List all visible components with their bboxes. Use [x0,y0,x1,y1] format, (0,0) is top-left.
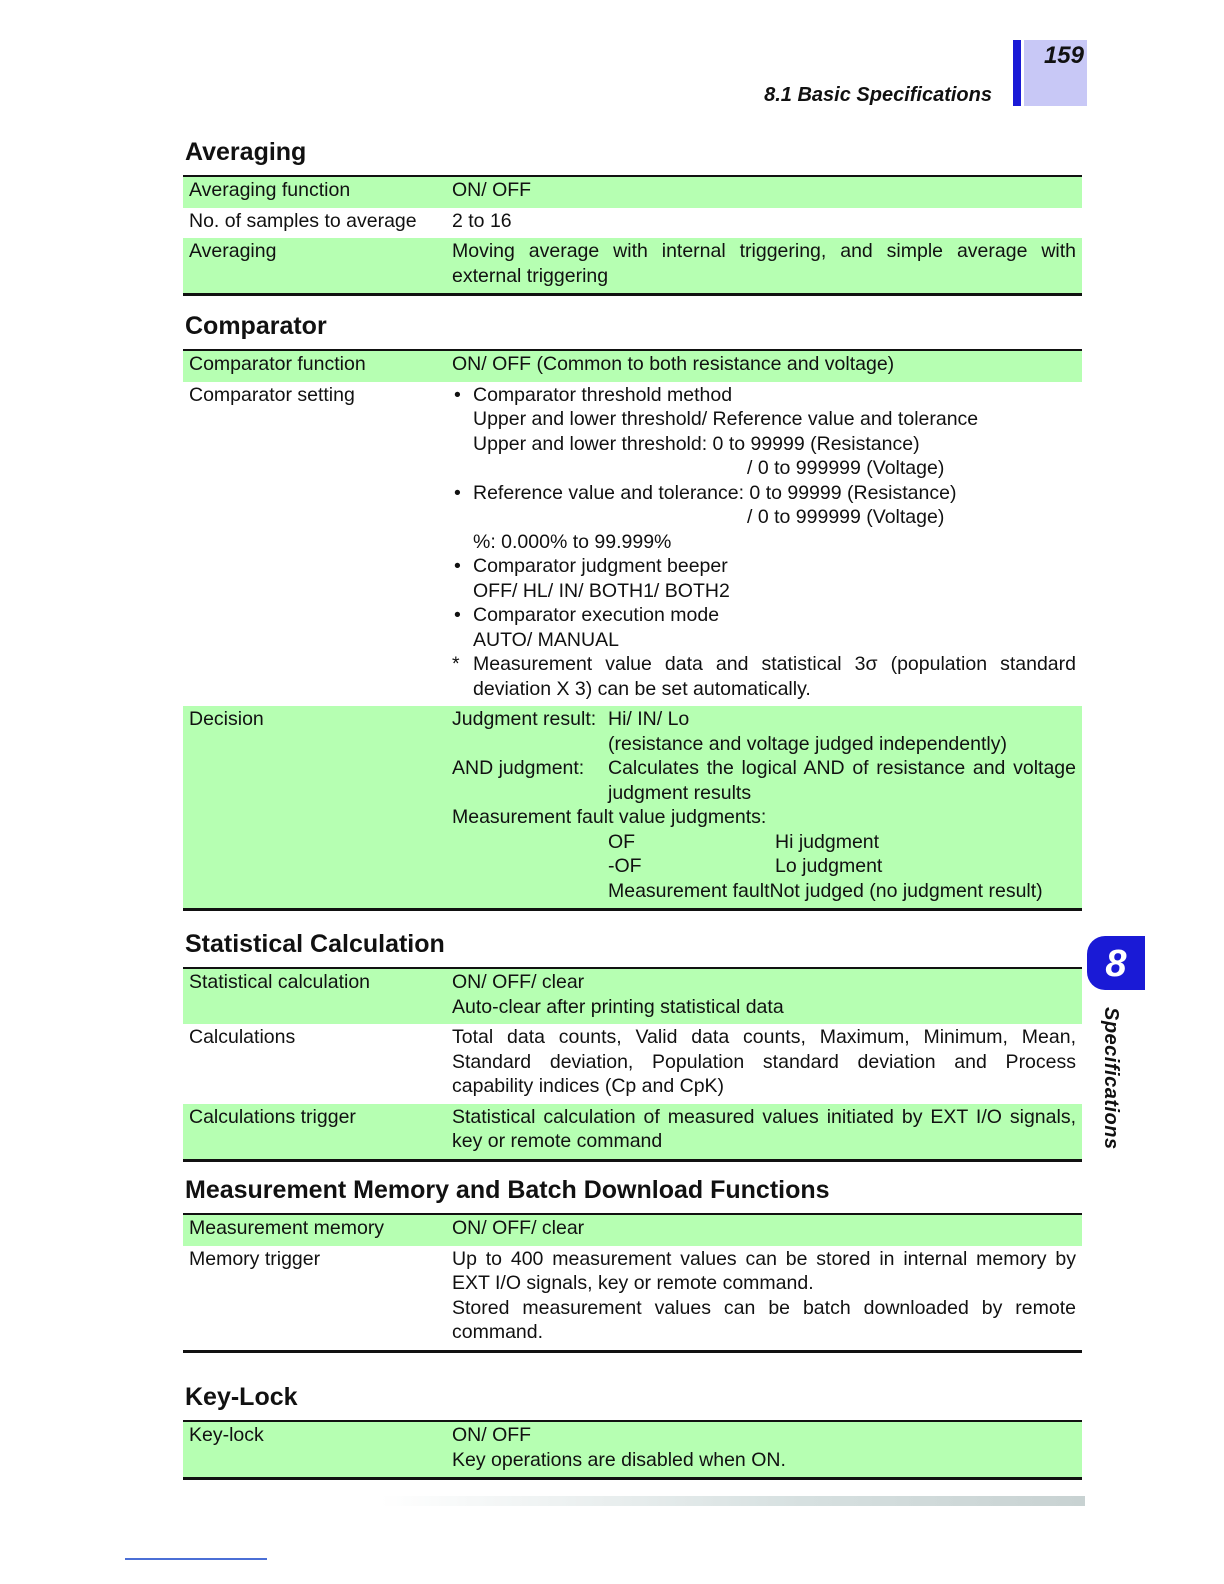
comparator-section [183,311,1082,911]
spec-value-line: Auto-clear after printing statistical data [452,995,784,1018]
spec-value-line: Stored measurement values can be batch downloaded by remote command. [452,1296,1076,1343]
page-tab-bar [1013,40,1021,106]
spec-value-line: Key operations are disabled when ON. [452,1448,786,1471]
table-row [183,1024,1082,1104]
table-row [183,706,1082,910]
spec-key: Comparator function [183,350,446,382]
statistical-heading: Statistical Calculation [185,930,445,958]
spec-value [446,1246,1082,1352]
threshold-range: Upper and lower threshold: 0 to 99999 (Resistance) [473,432,920,455]
reference-range: • Reference value and tolerance: 0 to 99999 (Resistance) [473,481,957,504]
spec-value [446,1421,1082,1479]
list-item [452,383,1076,481]
spec-key: Calculations trigger [183,1104,446,1161]
comparator-table [183,349,1082,911]
exec-options: AUTO/ MANUAL [473,628,619,651]
table-row [183,382,1082,707]
table-row [183,1214,1082,1246]
threshold-options: Upper and lower threshold/ Reference value and tolerance [473,408,979,430]
chapter-label: Specifications [1100,1007,1122,1150]
table-row [183,176,1082,208]
spec-key: Statistical calculation [183,968,446,1024]
fault-result: Not judged (no judgment result) [769,879,1043,902]
table-row [183,238,1082,295]
decision-value [446,706,1082,910]
fault-result: Hi judgment [775,830,880,853]
page-number: 159 [1043,42,1084,69]
spec-key: Measurement memory [183,1214,446,1246]
spec-key: Averaging function [183,176,446,208]
running-head: 8.1 Basic Specifications [764,84,992,106]
beeper-options: OFF/ HL/ IN/ BOTH1/ BOTH2 [473,579,730,602]
spec-key: Calculations [189,1026,296,1048]
fault-line [608,879,1076,904]
spec-value: ON/ OFF (Common to both resistance and voltage) [446,350,1082,382]
fault-heading: Measurement fault value judgments: [452,806,767,828]
spec-key: Comparator setting [189,383,355,406]
memory-heading: Measurement Memory and Batch Download Functions [185,1176,830,1204]
averaging-section [183,137,1082,296]
keylock-section [183,1382,1082,1480]
spec-value: 2 to 16 [452,209,512,232]
percent-range: %: 0.000% to 99.999% [473,530,672,553]
spec-value: ON/ OFF [446,176,1082,208]
spec-value [446,968,1082,1024]
averaging-heading: Averaging [185,138,307,166]
beeper: • Comparator judgment beeper [473,555,728,577]
comparator-setting-value [446,382,1082,707]
threshold-range-voltage: / 0 to 999999 (Voltage) [747,457,945,479]
spec-key: Decision [183,706,446,910]
judgment-result-label: Judgment result: [452,708,597,730]
note-item [452,652,1076,701]
and-judgment-value: Calculates the logical AND of resistance and voltage judgment results [608,757,1076,804]
and-judgment-label: AND judgment: [452,757,585,779]
memory-section [183,1175,1082,1353]
spec-key: Key-lock [183,1421,446,1479]
setting-list [452,383,1076,702]
footer-decoration [380,1496,1085,1506]
reference-range-voltage: / 0 to 999999 (Voltage) [747,506,945,528]
spec-value: ON/ OFF/ clear [446,1214,1082,1246]
averaging-table [183,175,1082,296]
fault-result: Lo judgment [775,855,883,877]
setting-note: Measurement value data and statistical 3σ (population standard deviation X 3) can be set automatically. [473,653,1076,700]
memory-table [183,1213,1082,1353]
statistical-table [183,967,1082,1162]
footer-rule [125,1558,267,1560]
decision-grid [452,707,1076,903]
fault-code: Measurement fault [608,879,770,902]
fault-code: -OF [608,855,642,877]
judgment-result-note: (resistance and voltage judged independently) [608,732,1007,755]
comparator-heading: Comparator [185,312,327,340]
table-row [183,350,1082,382]
table-row [183,1246,1082,1352]
table-row [183,208,1082,239]
table-row [183,1421,1082,1479]
keylock-table [183,1420,1082,1480]
list-item [452,554,1076,603]
statistical-section [183,929,1082,1162]
table-row [183,968,1082,1024]
list-item [452,481,1076,555]
spec-value-line: ON/ OFF [452,1424,532,1446]
chapter-tab[interactable]: 8 [1087,936,1145,990]
spec-key: Memory trigger [189,1247,321,1270]
spec-value-line: ON/ OFF/ clear [452,971,585,993]
spec-value: Total data counts, Valid data counts, Maximum, Minimum, Mean, Standard deviation, Population standard deviation and Process capability indices (Cp and CpK) [452,1026,1076,1097]
judgment-result-value: Hi/ IN/ Lo [608,708,690,730]
spec-value: Statistical calculation of measured values initiated by EXT I/O signals, key or remote command [446,1104,1082,1161]
fault-code: OF [608,830,636,853]
threshold-method: • Comparator threshold method [473,383,733,406]
spec-key: No. of samples to average [189,209,417,232]
exec-mode: • Comparator execution mode [473,604,720,626]
spec-value-line: Up to 400 measurement values can be stored in internal memory by EXT I/O signals, key or remote command. [452,1247,1076,1294]
spec-key: Averaging [183,238,446,295]
spec-value: Moving average with internal triggering, and simple average with external triggering [446,238,1082,295]
keylock-heading: Key-Lock [185,1383,298,1411]
table-row [183,1104,1082,1161]
list-item [452,603,1076,652]
